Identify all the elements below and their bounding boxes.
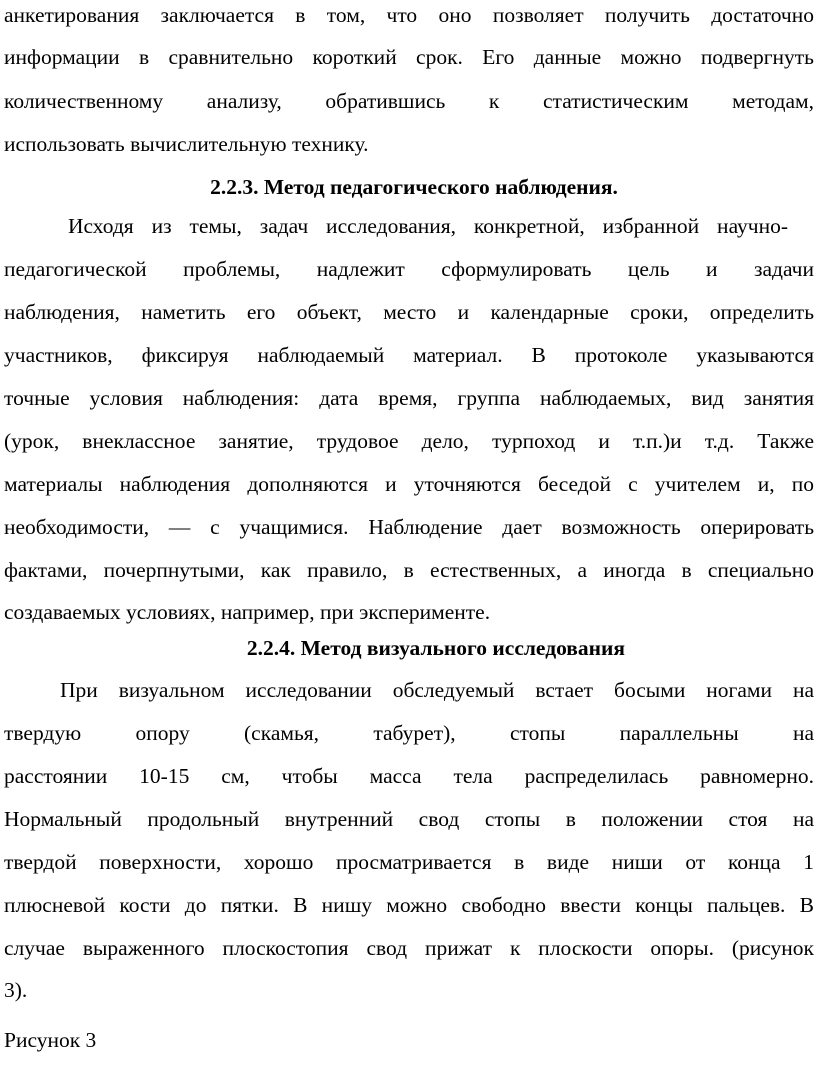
- paragraph-line: случае выраженного плоскостопия свод прижат к плоскости опоры. (рисунок: [4, 936, 814, 960]
- paragraph-line: плюсневой кости до пятки. В нишу можно свободно ввести концы пальцев. В: [4, 893, 814, 917]
- paragraph-line: материалы наблюдения дополняются и уточняются беседой с учителем и, по: [4, 472, 814, 496]
- paragraph-line: участников, фиксируя наблюдаемый материал. В протоколе указываются: [4, 343, 814, 367]
- paragraph-line: (урок, внеклассное занятие, трудовое дело, турпоход и т.п.)и т.д. Также: [4, 429, 814, 453]
- section-heading-2-2-3: 2.2.3. Метод педагогического наблюдения.: [210, 175, 618, 199]
- section-heading-2-2-4: 2.2.4. Метод визуального исследования: [246, 636, 626, 660]
- paragraph-line: точные условия наблюдения: дата время, группа наблюдаемых, вид занятия: [4, 386, 814, 410]
- paragraph-line: расстоянии 10-15 см, чтобы масса тела распределилась равномерно.: [4, 764, 814, 788]
- paragraph-line: наблюдения, наметить его объект, место и календарные сроки, определить: [4, 300, 814, 324]
- paragraph-line: 3).: [4, 978, 28, 1002]
- paragraph-line: создаваемых условиях, например, при эксперименте.: [4, 600, 491, 624]
- paragraph-line: анкетирования заключается в том, что оно позволяет получить достаточно: [4, 3, 814, 27]
- paragraph-line: информации в сравнительно короткий срок. Его данные можно подвергнуть: [4, 45, 814, 69]
- figure-caption: Рисунок 3: [4, 1028, 97, 1052]
- paragraph-line: использовать вычислительную технику.: [4, 132, 369, 156]
- paragraph-line: Нормальный продольный внутренний свод стопы в положении стоя на: [4, 807, 814, 831]
- paragraph-line: фактами, почерпнутыми, как правило, в естественных, а иногда в специально: [4, 558, 814, 582]
- paragraph-line: количественному анализу, обратившись к статистическим методам,: [4, 89, 814, 113]
- paragraph-line: необходимости, — с учащимися. Наблюдение дает возможность оперировать: [4, 515, 814, 539]
- paragraph-line: твердую опору (скамья, табурет), стопы параллельны на: [4, 721, 814, 745]
- paragraph-line: твердой поверхности, хорошо просматривается в виде ниши от конца 1: [4, 850, 814, 874]
- paragraph-line: Исходя из темы, задач исследования, конкретной, избранной научно-: [68, 214, 788, 238]
- paragraph-line: При визуальном исследовании обследуемый встает босыми ногами на: [60, 678, 814, 702]
- paragraph-line: педагогической проблемы, надлежит сформулировать цель и задачи: [4, 257, 814, 281]
